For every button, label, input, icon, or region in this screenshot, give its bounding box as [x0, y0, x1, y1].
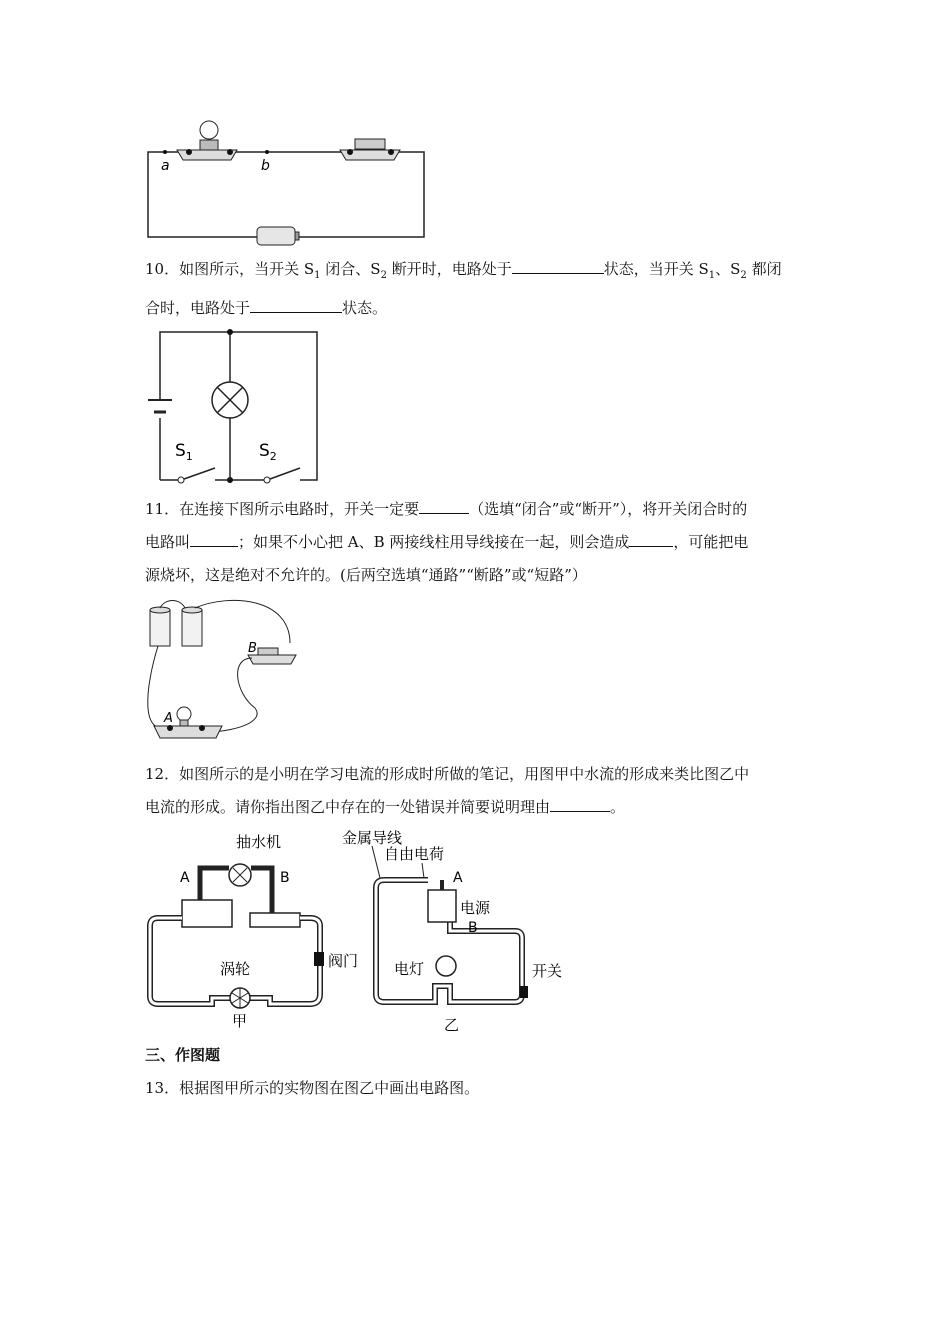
switch-label: 开关 — [532, 962, 563, 980]
switch-icon — [520, 986, 528, 998]
question-10: 10．如图所示，当开关 $S_1$ 闭合、$S_2$ 断开时，电路处于 状态，当开关 $S_1$、$S_2$ 都闭 合时，电路处于 状态。 — [145, 253, 815, 325]
valve-label: 阀门 — [328, 952, 359, 970]
circuit-figure-q11 — [140, 598, 310, 750]
answer-blank-11b[interactable] — [190, 530, 238, 547]
answer-blank-11a[interactable] — [419, 497, 469, 514]
question-11: 11．在连接下图所示电路时，开关一定要 （选填“闭合”或“断开”），将开关闭合时的 电路叫 ；如果不小心把 A、B 两接线柱用导线接在一起，则会造成 ，可能把电 源烧坏，这是绝对不允许的。(后两空选填“通路”“断路”或“短路”） — [145, 493, 815, 592]
switch-s2-label: $S_2$ — [259, 441, 277, 463]
point-b-label-yi: B — [468, 920, 478, 936]
electric-current-figure-yi — [340, 826, 580, 1036]
battery-icon — [428, 890, 456, 922]
point-a-label: a — [161, 158, 170, 174]
question-12: 12．如图所示的是小明在学习电流的形成时所做的笔记，用图甲中水流的形成来类比图乙中 电流的形成。请你指出图乙中存在的一处错误并简要说明理由 。 — [145, 765, 750, 816]
turbine-label: 涡轮 — [220, 960, 251, 978]
point-a-label-yi: A — [453, 870, 463, 886]
valve-icon — [314, 952, 324, 966]
terminal-b-label: B — [248, 641, 257, 656]
lamp-icon — [436, 956, 456, 976]
circuit-figure-q9 — [145, 115, 430, 250]
point-a-label-jia: A — [180, 870, 190, 886]
section-heading-3: 三、作图题 — [145, 1046, 221, 1064]
lamp-label: 电灯 — [394, 960, 425, 978]
charge-label: 自由电荷 — [384, 845, 445, 863]
wire-label: 金属导线 — [342, 829, 403, 847]
answer-blank-11c[interactable] — [629, 530, 673, 547]
answer-blank-12[interactable] — [550, 795, 610, 812]
question-13: 13．根据图甲所示的实物图在图乙中画出电路图。 — [145, 1079, 480, 1097]
answer-blank-10b[interactable] — [250, 296, 342, 313]
caption-yi: 乙 — [444, 1016, 460, 1034]
caption-jia: 甲 — [232, 1012, 248, 1030]
terminal-a-label: A — [164, 711, 173, 726]
point-b-label: b — [261, 158, 270, 174]
pump-label: 抽水机 — [236, 833, 282, 851]
power-label: 电源 — [460, 899, 491, 917]
switch-s1-label: $S_1$ — [175, 441, 193, 463]
answer-blank-10a[interactable] — [512, 257, 604, 274]
point-b-label-jia: B — [280, 870, 290, 886]
circuit-figure-q10 — [145, 322, 325, 487]
water-flow-figure-jia — [140, 828, 370, 1033]
